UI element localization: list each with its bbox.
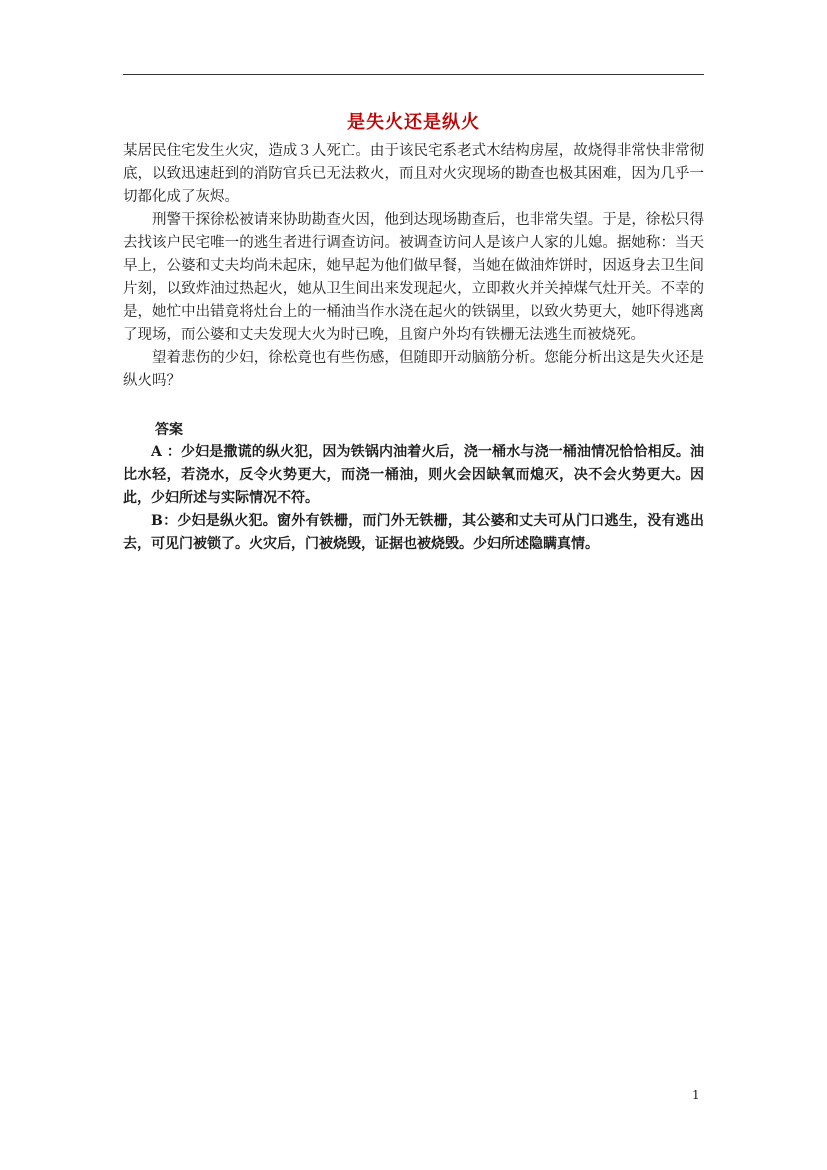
answer-a: A ：少妇是撒谎的纵火犯，因为铁锅内油着火后，浇一桶水与浇一桶油情况恰恰相反。油比水轻，若浇水，反令火势更大，而浇一桶油，则火会因缺氧而熄灭，决不会火势更大。因此，少妇所述与实际情况不符。 [123,444,704,506]
story-paragraph-1: 某居民住宅发生火灾，造成３人死亡。由于该民宅系老式木结构房屋，故烧得非常快非常彻底，以致迅速赶到的消防官兵已无法救火，而且对火灾现场的勘查也极其困难，因为几乎一切都化成了灰烬。 [123,143,704,205]
answer-b: B：少妇是纵火犯。窗外有铁栅，而门外无铁栅，其公婆和丈夫可从门口逃生，没有逃出去，可见门被锁了。火灾后，门被烧毁，证据也被烧毁。少妇所述隐瞒真情。 [123,513,704,552]
page-number: 1 [692,1088,700,1102]
story-paragraph-2: 刑警干探徐松被请来协助勘查火因，他到达现场勘查后，也非常失望。于是，徐松只得去找该户民宅唯一的逃生者进行调查访问。被调查访问人是该户人家的儿媳。据她称：当天早上，公婆和丈夫均尚未起床，她早起为他们做早餐，当她在做油炸饼时，因返身去卫生间片刻，以致炸油过热起火，她从卫生间出来发现起火，立即救火并关掉煤气灶开关。不幸的是，她忙中出错竟将灶台上的一桶油当作水浇在起火的铁锅里，以致火势更大，她吓得逃离了现场，而公婆和丈夫发现大火为时已晚，且窗户外均有铁栅无法逃生而被烧死。 [123,212,704,343]
document-body [123,108,704,556]
header-rule [123,74,704,75]
story-paragraph-3: 望着悲伤的少妇，徐松竟也有些伤感，但随即开动脑筋分析。您能分析出这是失火还是纵火吗？ [123,350,704,389]
document-title: 是失火还是纵火 [347,112,480,133]
answer-heading: 答案 [155,422,183,438]
